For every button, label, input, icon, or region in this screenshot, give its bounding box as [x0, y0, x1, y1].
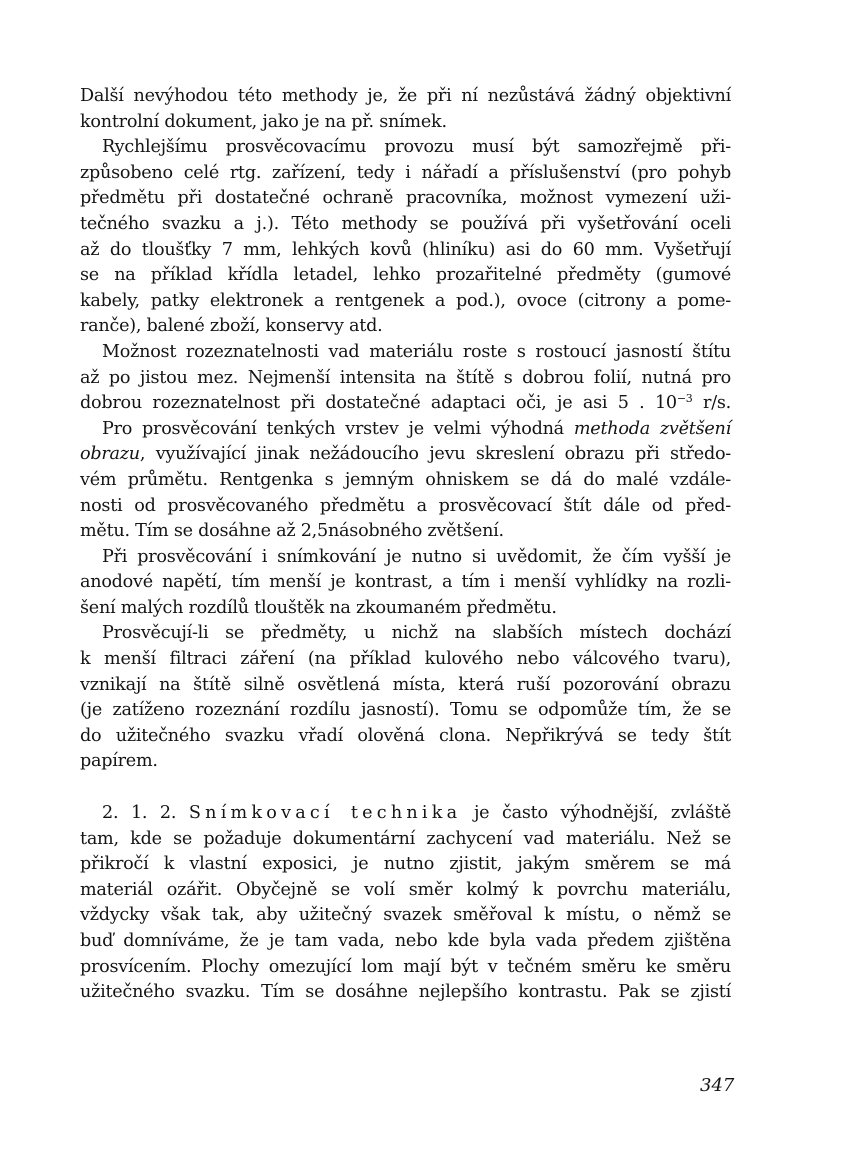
text-line: vznikají na štítě silně osvětlená místa, která ruší pozorování obrazu — [80, 674, 731, 695]
page-body — [80, 84, 731, 1006]
text-line: kabely, patky elektronek a rentgenek a pod.), ovoce (citrony a pome- — [80, 290, 731, 311]
text-line: Další nevýhodou této methody je, že při ní nezůstává žádný objektivní — [80, 86, 731, 106]
page-number: 347 — [700, 1075, 735, 1096]
text-line: se na příklad křídla letadel, lehko prozařitelné předměty (gumové — [80, 265, 731, 286]
text-line: vždycky však tak, aby užitečný svazek směřoval k místu, o němž se — [80, 905, 731, 926]
text-line — [80, 801, 731, 827]
text-line: Při prosvěcování i snímkování je nutno si uvědomit, že čím vyšší je — [102, 546, 731, 567]
text-line: až po jistou mez. Nejmenší intensita na štítě s dobrou folií, nutná pro — [80, 367, 731, 388]
text-line: až do tloušťky 7 mm, lehkých kovů (hliníku) asi do 60 mm. Vyšetřují — [80, 239, 731, 260]
text-line — [80, 417, 731, 443]
text-line: vém průmětu. Rentgenka s jemným ohniskem se dá do malé vzdále- — [80, 469, 731, 490]
paragraph — [80, 545, 731, 622]
text-run: dobrou rozeznatelnost při dostatečné adaptaci oči, je asi 5 . 10 — [80, 393, 677, 414]
text-line: šení malých rozdílů tlouštěk na zkoumaném předmětu. — [80, 597, 557, 618]
text-line: Rychlejšímu prosvěcovacímu provozu musí být samozřejmě při- — [102, 137, 731, 158]
paragraph — [80, 621, 731, 775]
text-line: tečného svazku a j.). Této methody se používá při vyšetřování oceli — [80, 213, 731, 234]
text-line: anodové napětí, tím menší je kontrast, a tím i menší vyhlídky na rozli- — [80, 572, 731, 593]
text-line: užitečného svazku. Tím se dosáhne nejlepšího kontrastu. Pak se zjistí — [80, 982, 731, 1003]
emphasis-term: obrazu — [80, 444, 140, 465]
text-line: prosvícením. Plochy omezující lom mají být v tečném směru ke směru — [80, 956, 731, 977]
text-line: (je zatíženo rozeznání rozdílu jasností). Tomu se odpomůže tím, že se — [80, 700, 731, 721]
text-line: Prosvěcují-li se předměty, u nichž na slabších místech dochází — [102, 623, 731, 644]
text-run: r/s. — [692, 393, 731, 414]
text-line: předmětu při dostatečné ochraně pracovníka, možnost vymezení uži- — [80, 188, 731, 209]
text-line: kontrolní dokument, jako je na př. snímek. — [80, 111, 447, 132]
text-line: materiál ozářit. Obyčejně se volí směr kolmý k povrchu materiálu, — [80, 879, 731, 900]
text-run: , využívající jinak nežádoucího jevu skreslení obrazu při středo- — [139, 444, 731, 465]
exponent: −3 — [676, 392, 693, 406]
text-line — [80, 391, 731, 417]
section-number: 2. 1. 2. — [102, 803, 177, 824]
paragraph — [80, 135, 731, 340]
text-line: ranče), balené zboží, konservy atd. — [80, 316, 383, 337]
text-line: přikročí k vlastní exposici, je nutno zjistit, jakým směrem se má — [80, 854, 731, 875]
text-line: do užitečného svazku vřadí olověná clona. Nepřikrývá se tedy štít — [80, 725, 731, 746]
section-spacer — [80, 775, 731, 801]
text-line: způsobeno celé rtg. zařízení, tedy i nářadí a příslušenství (pro pohyb — [80, 162, 731, 183]
paragraph — [80, 84, 731, 135]
emphasis-term: methoda zvětšení — [573, 418, 731, 439]
text-line — [80, 442, 731, 468]
text-line: tam, kde se požaduje dokumentární zachycení vad materiálu. Než se — [80, 828, 731, 849]
section-title: Snímkovací technika — [188, 803, 462, 824]
section-paragraph — [80, 801, 731, 1006]
text-line: k menší filtraci záření (na příklad kulového nebo válcového tvaru), — [80, 649, 731, 670]
text-line: mětu. Tím se dosáhne až 2,5násobného zvětšení. — [80, 521, 504, 542]
paragraph — [80, 340, 731, 417]
text-line: Možnost rozeznatelnosti vad materiálu roste s rostoucí jasností štítu — [102, 341, 731, 362]
text-line: nosti od prosvěcovaného předmětu a prosvěcovací štít dále od před- — [80, 495, 731, 516]
text-line: buď domníváme, že je tam vada, nebo kde byla vada předem zjištěna — [80, 931, 731, 951]
paragraph — [80, 417, 731, 545]
text-run: je často výhodnější, zvláště — [461, 803, 732, 824]
text-line: papírem. — [80, 751, 158, 772]
text-run: Pro prosvěcování tenkých vrstev je velmi výhodná — [102, 418, 574, 439]
